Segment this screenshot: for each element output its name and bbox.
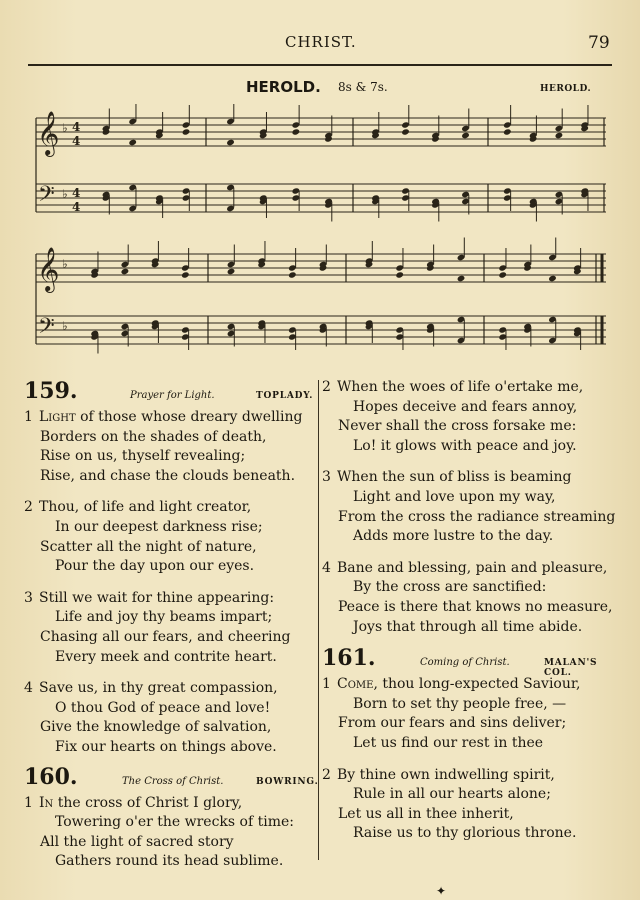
- verse-first-word: Come,: [337, 676, 378, 693]
- notehead: [181, 271, 190, 278]
- hymn-author: BOWRING.: [256, 776, 319, 787]
- verse-line: Joys that through all time abide.: [353, 618, 583, 635]
- hymn-159-heading: [24, 378, 316, 408]
- verse-line: Light and love upon my way,: [353, 488, 556, 505]
- verse-line: Rule in all our hearts alone;: [353, 786, 551, 803]
- verse-line: Hopes deceive and fears annoy,: [353, 398, 578, 415]
- notehead: [121, 268, 130, 275]
- verse-line: Raise us to thy glorious throne.: [353, 825, 577, 842]
- treble-staff-1: [36, 118, 606, 146]
- bass-clef: 𝄢: [38, 182, 55, 212]
- column-divider: [318, 380, 319, 860]
- key-flat: ♭: [62, 319, 68, 333]
- verse: [24, 794, 316, 872]
- notehead: [555, 132, 564, 139]
- time-signature: 4: [72, 120, 81, 134]
- verse-line: Rise on us, thyself revealing;: [40, 448, 246, 465]
- verse-line: All the light of sacred story: [40, 833, 234, 850]
- header-rule: [28, 64, 612, 66]
- verse-number: 4: [24, 680, 33, 697]
- verse-line: Let us all in thee inherit,: [338, 805, 514, 822]
- notehead: [182, 128, 191, 135]
- verse-line: Gathers round its head sublime.: [55, 853, 284, 870]
- notehead: [461, 132, 470, 139]
- verse: [322, 378, 618, 456]
- hymn-160-heading: [24, 763, 319, 794]
- verse-line: Scatter all the night of nature,: [40, 538, 257, 555]
- notehead: [401, 128, 410, 135]
- hymn-title: Coming of Christ.: [420, 657, 510, 669]
- verse-line: Let us find our rest in thee: [353, 734, 544, 751]
- verse-first-word: Light: [39, 409, 76, 425]
- verse-line: Born to set thy people free, —: [353, 695, 567, 712]
- tune-name: HEROLD.: [246, 78, 321, 96]
- verse-line: Save us, in thy great compassion,: [39, 680, 278, 697]
- bass-clef: 𝄢: [38, 314, 55, 344]
- verse: [322, 559, 618, 637]
- notehead: [128, 139, 137, 146]
- running-head: [0, 33, 640, 53]
- verse-line: Lo! it glows with peace and joy.: [353, 437, 577, 454]
- verse-line: thou long-expected Saviour,: [382, 676, 581, 693]
- verse-number: 2: [322, 766, 331, 783]
- music-score: [28, 104, 610, 366]
- time-signature: 4: [72, 186, 81, 200]
- verse-line: When the woes of life o'ertake me,: [337, 379, 584, 395]
- time-signature: 4: [72, 134, 81, 148]
- verse-line: Pour the day upon our eyes.: [55, 558, 255, 575]
- verse-line: From the cross the radiance streaming: [338, 508, 616, 525]
- verse-line: Never shall the cross forsake me:: [338, 418, 577, 435]
- verse-line: of those whose dreary dwelling: [80, 409, 303, 425]
- notehead: [498, 271, 507, 278]
- verse-line: Chasing all our fears, and cheering: [40, 628, 291, 645]
- right-column: [322, 378, 618, 844]
- verse-number: 3: [322, 469, 331, 486]
- verse: [24, 679, 316, 757]
- verse-number: 1: [24, 409, 33, 425]
- key-flat: ♭: [62, 121, 68, 135]
- verse: [322, 468, 618, 546]
- verse-line: From our fears and sins deliver;: [338, 715, 567, 732]
- running-title: CHRIST.: [285, 33, 357, 51]
- verse-line: O thou God of peace and love!: [55, 699, 271, 716]
- hymn-author: TOPLADY.: [256, 391, 314, 401]
- time-signature: 4: [72, 200, 81, 214]
- hymn-title: The Cross of Christ.: [122, 775, 224, 787]
- treble-clef: 𝄞: [37, 111, 60, 155]
- notehead: [395, 271, 404, 278]
- key-flat: ♭: [62, 257, 68, 271]
- bass-staff-1: [36, 184, 606, 212]
- staff-system-1: [36, 111, 606, 214]
- verse-line: Thou, of life and light creator,: [39, 499, 252, 516]
- notehead: [457, 275, 466, 282]
- notehead: [226, 139, 235, 146]
- notehead: [503, 128, 512, 135]
- verse-line: Adds more lustre to the day.: [353, 528, 554, 545]
- printer-mark: ✦: [436, 884, 447, 898]
- verse-line: Rise, and chase the clouds beneath.: [40, 467, 296, 484]
- hymn-number: 160.: [24, 763, 78, 790]
- tune-name-right: HEROLD.: [540, 84, 592, 94]
- verse-number: 1: [24, 794, 33, 811]
- verse: [322, 675, 618, 753]
- verse-number: 1: [322, 676, 331, 693]
- tune-meter: 8s & 7s.: [338, 80, 388, 94]
- verse: [24, 408, 316, 486]
- hymn-number: 161.: [322, 645, 376, 672]
- verse-line: Fix our hearts on things above.: [55, 738, 277, 755]
- verse-line: Peace is there that knows no measure,: [338, 598, 613, 615]
- hymn-number: 159.: [24, 378, 78, 404]
- notehead: [292, 128, 301, 135]
- verse-line: In our deepest darkness rise;: [55, 518, 263, 535]
- verse-line: the cross of Christ I glory,: [57, 794, 243, 811]
- verse-number: 2: [24, 499, 33, 516]
- notehead: [227, 268, 236, 275]
- notehead: [288, 271, 297, 278]
- page-number: 79: [588, 33, 610, 53]
- verse-number: 2: [322, 379, 331, 395]
- verse-line: Bane and blessing, pain and pleasure,: [337, 559, 608, 576]
- verse: [24, 589, 316, 667]
- verse: [322, 766, 618, 844]
- verse-first-word: In: [39, 794, 54, 811]
- verse-number: 4: [322, 559, 331, 576]
- tune-heading: [0, 78, 640, 98]
- verse-line: Every meek and contrite heart.: [55, 648, 277, 665]
- verse-line: Towering o'er the wrecks of time:: [55, 814, 294, 831]
- verse-line: When the sun of bliss is beaming: [337, 469, 572, 486]
- verse: [24, 498, 316, 576]
- verse-line: Still we wait for thine appearing:: [39, 589, 275, 606]
- hymn-title: Prayer for Light.: [130, 390, 215, 401]
- verse-number: 3: [24, 589, 33, 606]
- verse-line: Give the knowledge of salvation,: [40, 719, 272, 736]
- treble-clef: 𝄞: [37, 247, 60, 291]
- hymn-161-heading: [322, 645, 618, 679]
- key-flat: ♭: [62, 187, 68, 201]
- verse-line: Life and joy thy beams impart;: [55, 609, 273, 626]
- left-column: [24, 378, 319, 872]
- hymn-author: MALAN'S COL.: [544, 658, 598, 679]
- verse-line: Borders on the shades of death,: [40, 428, 267, 445]
- verse-line: By the cross are sanctified:: [353, 579, 547, 596]
- verse-line: By thine own indwelling spirit,: [337, 766, 555, 783]
- notehead: [548, 275, 557, 282]
